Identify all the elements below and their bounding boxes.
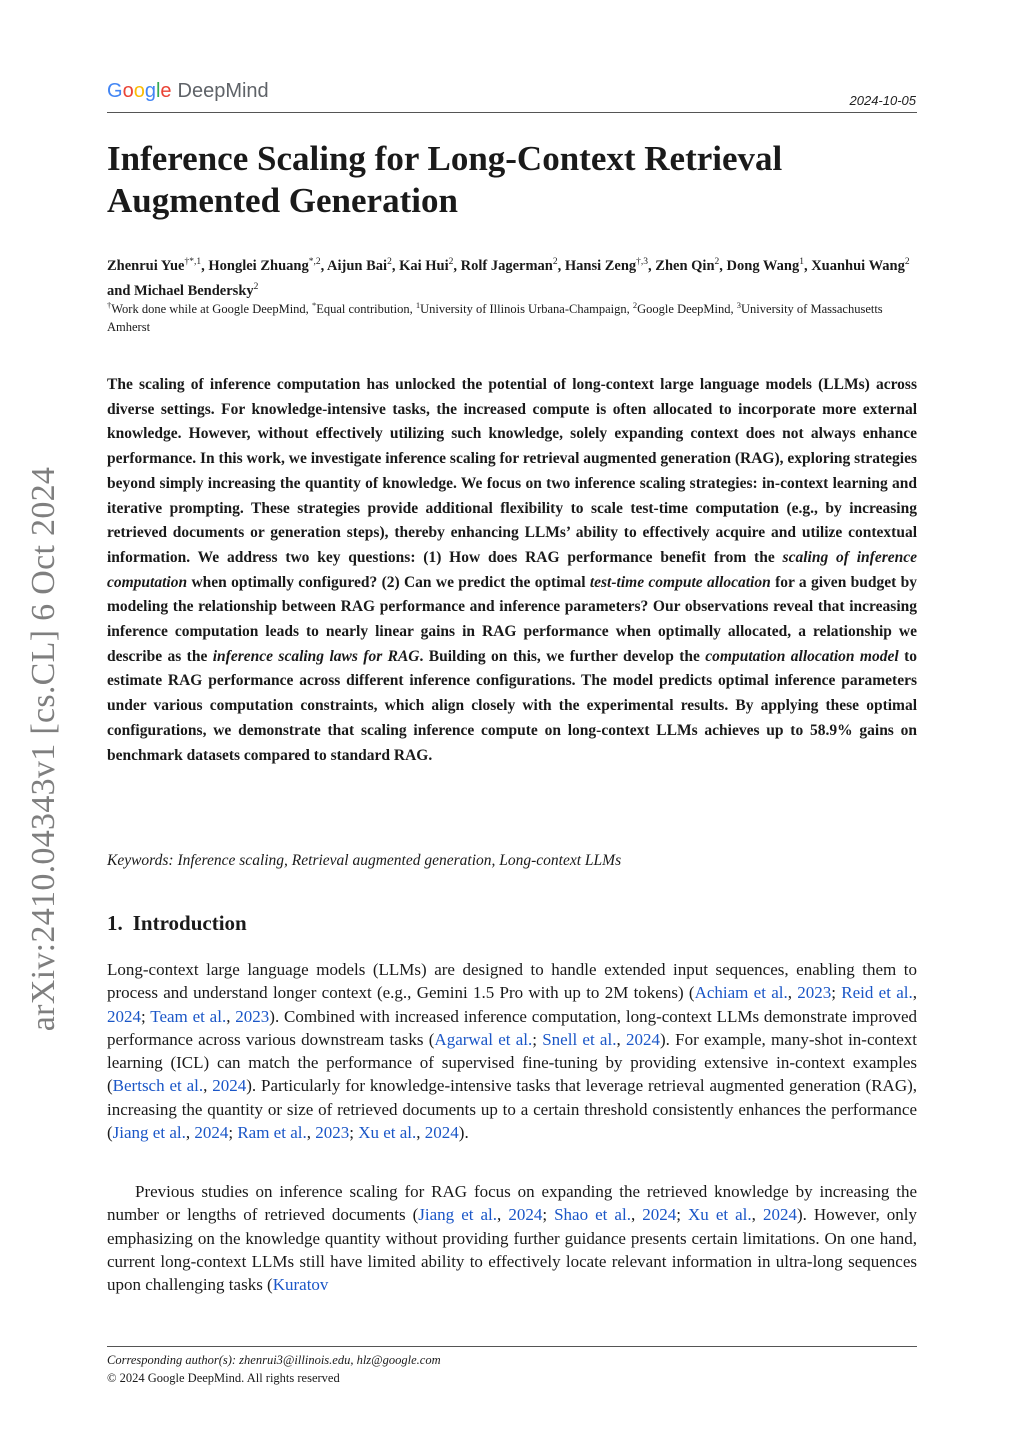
- citation-link[interactable]: 2023: [797, 983, 832, 1003]
- affiliation-mark: †: [107, 300, 112, 310]
- abstract: [107, 373, 917, 768]
- paragraph-text: ,: [787, 983, 798, 1003]
- section-number: 1.: [107, 911, 123, 935]
- citation-link[interactable]: Snell et al.: [542, 1029, 617, 1049]
- author-affiliation-mark: 2: [714, 257, 720, 267]
- citation-link[interactable]: 2024: [107, 1006, 141, 1026]
- citation-link[interactable]: 2024: [424, 1123, 459, 1143]
- corresponding-authors: Corresponding author(s): zhenrui3@illinois.edu, hlz@google.com: [107, 1353, 441, 1367]
- author-affiliation-mark: 2: [552, 257, 558, 267]
- author-affiliation-mark: 1: [799, 257, 804, 267]
- logo-deepmind-text: DeepMind: [177, 80, 269, 102]
- author-affiliation-mark: 2: [904, 257, 910, 267]
- affiliation-mark: 3: [736, 300, 742, 310]
- citation-link[interactable]: Xu et al.: [358, 1123, 417, 1143]
- paragraph-text: ;: [676, 1205, 689, 1225]
- author-list: Zhenrui Yue$^{\dagger*,1}$, Honglei Zhuang$^{*,2}$, Aijun Bai$^2$, Kai Hui$^2$, Rolf Jagerman$^2$, Hansi Zeng$^{\dagger,3}$, Zhen Qin$^2$, Dong Wang$^1$, Xuanhui Wang$^2$ and Michael Bendersky$^2$: [107, 257, 910, 299]
- footer-divider: [107, 1346, 917, 1347]
- logo-letter: G: [107, 80, 123, 102]
- paragraph-text: ). However, only emphasizing on the knowledge quantity without providing further guidance presents certain limitations. On one hand, current long-context LLMs still have limited ability to effectively locate relevant information in ultra-long sequences upon challenging tasks (: [107, 1205, 918, 1295]
- abstract-text: The scaling of inference computation has unlocked the potential of long-context large language models (LLMs) across diverse settings. For knowledge-intensive tasks, the increased compute is often allocated to incorporate more external knowledge. However, without effectively utilizing such knowledge, solely expanding context does not always enhance performance. In this work, we investigate inference scaling for retrieval augmented generation (RAG), exploring strategies beyond simply increasing the quantity of knowledge. We focus on two inference scaling strategies: in-context learning and iterative prompting. These strategies provide additional flexibility to scale test-time computation (e.g., by increasing retrieved documents or generation steps), thereby enhancing LLMs’ ability to effectively acquire and utilize contextual information. We address two key questions: (1) How does RAG performance benefit from the: [107, 376, 917, 566]
- citation-link[interactable]: Team et al.: [150, 1006, 227, 1026]
- abstract-text: to estimate RAG performance across different inference configurations. The model predicts optimal inference parameters under various computation constraints, which align closely with the experimental results. By applying these optimal configurations, we demonstrate that scaling inference compute on long-context LLMs achieves up to 58.9% gains on benchmark datasets compared to standard RAG.: [107, 647, 917, 764]
- paragraph-text: ;: [228, 1123, 238, 1143]
- header-divider: [107, 112, 917, 113]
- paragraph-text: ,: [751, 1205, 763, 1225]
- author-name: Xuanhui Wang: [811, 257, 905, 274]
- logo-letter: e: [160, 80, 172, 102]
- abstract-text: . Building on this, we further develop the: [419, 647, 706, 665]
- section-title: Introduction: [132, 911, 247, 935]
- citation-link[interactable]: Achiam et al.: [694, 983, 788, 1003]
- paragraph-text: ;: [831, 983, 842, 1003]
- paragraph-text: ).: [458, 1123, 469, 1143]
- logo-letter: o: [122, 80, 134, 102]
- arxiv-side-stamp: arXiv:2410.04343v1 [cs.CL] 6 Oct 2024: [25, 466, 62, 1032]
- author-name: Zhenrui Yue: [107, 257, 185, 274]
- author-affiliation-mark: 2: [387, 257, 392, 267]
- citation-link[interactable]: 2024: [625, 1029, 660, 1049]
- author-name: Michael Bendersky: [134, 282, 254, 299]
- citation-link[interactable]: Reid et al.: [841, 983, 913, 1003]
- citation-link[interactable]: Kuratov: [272, 1275, 329, 1295]
- paragraph-text: ). Combined with increased inference computation, long-context LLMs demonstrate improved performance across various downstream tasks (: [107, 1006, 917, 1049]
- intro-paragraph-1: [107, 958, 917, 1144]
- paragraph-text: ;: [349, 1123, 359, 1143]
- intro-paragraph-2: [107, 1180, 917, 1296]
- affiliation-text: University of Massachusetts Amherst: [107, 302, 883, 335]
- abstract-emphasis: inference scaling laws for RAG: [212, 647, 420, 665]
- citation-link[interactable]: Bertsch et al.: [112, 1076, 204, 1096]
- author-name: Zhen Qin: [655, 257, 715, 274]
- affiliation-text: Google DeepMind,: [637, 302, 737, 317]
- abstract-emphasis: test-time compute allocation: [589, 573, 771, 591]
- author-affiliation-mark: 2: [448, 257, 454, 267]
- paragraph-text: ,: [616, 1029, 626, 1049]
- affiliations: [107, 296, 917, 336]
- citation-link[interactable]: 2024: [212, 1076, 247, 1096]
- citation-link[interactable]: 2024: [642, 1205, 677, 1225]
- google-deepmind-logo: [107, 80, 269, 108]
- author-name: Aijun Bai: [327, 257, 388, 274]
- abstract-emphasis: scaling of inference computation: [107, 548, 917, 591]
- citation-link[interactable]: 2024: [508, 1205, 543, 1225]
- paragraph-text: ,: [203, 1076, 213, 1096]
- affiliation-mark: 2: [632, 300, 638, 310]
- author-affiliation-mark: †*,1: [184, 257, 202, 267]
- citation-link[interactable]: Agarwal et al.: [434, 1029, 533, 1049]
- paragraph-text: ). Particularly for knowledge-intensive tasks that leverage retrieval augmented generation (RAG), increasing the quantity or size of retrieved documents up to a certain threshold consistently enhances the performance (: [107, 1076, 918, 1143]
- citation-link[interactable]: Ram et al.: [237, 1123, 307, 1143]
- paragraph-text: ,: [416, 1123, 425, 1143]
- abstract-emphasis: computation allocation model: [705, 647, 899, 665]
- paragraph-text: Previous studies on inference scaling for RAG focus on expanding the retrieved knowledge by increasing the number or lengths of retrieved documents (: [107, 1182, 917, 1225]
- author-name: Kai Hui: [399, 257, 449, 274]
- affiliation-text: Work done while at Google DeepMind,: [111, 302, 312, 317]
- copyright: © 2024 Google DeepMind. All rights reserved: [107, 1371, 340, 1385]
- author-name: Rolf Jagerman: [460, 257, 553, 274]
- affiliation-mark: 1: [415, 300, 421, 310]
- citation-link[interactable]: Xu et al.: [688, 1205, 752, 1225]
- paragraph-text: Long-context large language models (LLMs) are designed to handle extended input sequences, enabling them to process and understand longer context (e.g., Gemini 1.5 Pro with up to 2M tokens) (: [107, 960, 917, 1003]
- footer: [107, 1351, 441, 1387]
- logo-letter: o: [133, 80, 145, 102]
- paragraph-text: ,: [497, 1205, 509, 1225]
- logo-letter: g: [144, 80, 156, 102]
- paragraph-text: ,: [185, 1123, 195, 1143]
- paragraph-text: ;: [532, 1029, 543, 1049]
- abstract-text: for a given budget by modeling the relationship between RAG performance and inference parameters? Our observations reveal that increasing inference computation leads to nearly linear gains in RAG performance when optimally allocated, a relationship we describe as the: [107, 573, 918, 665]
- abstract-text: when optimally configured? (2) Can we predict the optimal: [187, 573, 590, 591]
- citation-link[interactable]: 2023: [315, 1123, 350, 1143]
- logo-letter: l: [155, 80, 161, 102]
- citation-link[interactable]: 2024: [194, 1123, 229, 1143]
- author-affiliation-mark: *,2: [308, 257, 321, 267]
- author-name: Dong Wang: [726, 257, 800, 274]
- author-affiliation-mark: †,3: [636, 257, 649, 267]
- section-heading: [107, 911, 247, 936]
- paper-title: Inference Scaling for Long-Context Retrieval Augmented Generation: [107, 139, 783, 220]
- author-name: Hansi Zeng: [564, 257, 637, 274]
- paragraph-text: ,: [630, 1205, 643, 1225]
- publication-date: 2024-10-05: [849, 93, 916, 108]
- paragraph-text: ;: [141, 1006, 151, 1026]
- paragraph-text: ,: [226, 1006, 236, 1026]
- keywords: Keywords: Inference scaling, Retrieval augmented generation, Long-context LLMs: [107, 852, 622, 869]
- author-name: Honglei Zhuang: [208, 257, 309, 274]
- paragraph-text: ). For example, many-shot in-context learning (ICL) can match the performance of supervised fine-tuning by providing extensive in-context examples (: [107, 1029, 917, 1096]
- paragraph-text: ;: [542, 1205, 555, 1225]
- affiliation-text: University of Illinois Urbana-Champaign,: [420, 302, 633, 317]
- citation-link[interactable]: Jiang et al.: [112, 1123, 186, 1143]
- affiliation-mark: *: [311, 300, 317, 310]
- citation-link[interactable]: Jiang et al.: [418, 1205, 498, 1225]
- citation-link[interactable]: 2024: [762, 1205, 797, 1225]
- author-affiliation-mark: 2: [253, 281, 259, 292]
- affiliation-text: Equal contribution,: [316, 302, 416, 317]
- paragraph-text: ,: [912, 983, 917, 1003]
- paragraph-text: ,: [306, 1123, 316, 1143]
- citation-link[interactable]: Shao et al.: [554, 1205, 631, 1225]
- citation-link[interactable]: 2023: [235, 1006, 270, 1026]
